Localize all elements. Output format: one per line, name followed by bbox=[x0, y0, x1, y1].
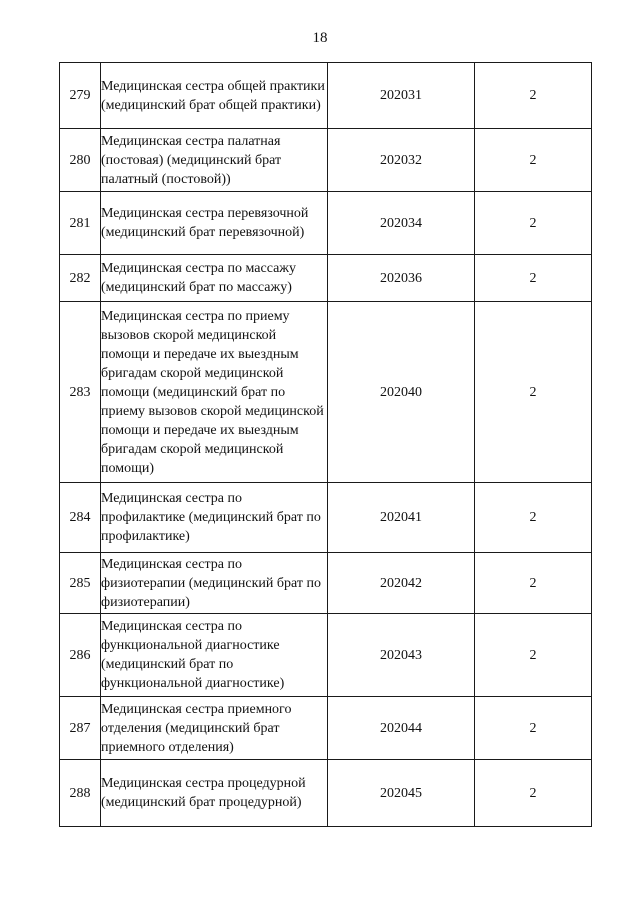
position-code: 202041 bbox=[328, 483, 475, 553]
row-number: 285 bbox=[60, 553, 101, 614]
position-name: Медицинская сестра процедурной (медицинский брат процедурной) bbox=[101, 760, 328, 827]
position-name: Медицинская сестра палатная (постовая) (медицинский брат палатный (постовой)) bbox=[101, 129, 328, 192]
page-number: 18 bbox=[312, 30, 328, 46]
row-number: 283 bbox=[60, 302, 101, 483]
position-code: 202043 bbox=[328, 614, 475, 697]
position-name: Медицинская сестра по физиотерапии (медицинский брат по физиотерапии) bbox=[101, 553, 328, 614]
position-code: 202032 bbox=[328, 129, 475, 192]
table-row bbox=[60, 192, 592, 255]
position-name: Медицинская сестра перевязочной (медицинский брат перевязочной) bbox=[101, 192, 328, 255]
position-count: 2 bbox=[475, 63, 592, 129]
row-number: 279 bbox=[60, 63, 101, 129]
position-code: 202036 bbox=[328, 255, 475, 302]
table-row bbox=[60, 483, 592, 553]
position-code: 202044 bbox=[328, 697, 475, 760]
position-name: Медицинская сестра по приему вызовов скорой медицинской помощи и передаче их выездным бригадам скорой медицинской помощи (медицинский брат по приему вызовов скорой медицинской помощи и передаче их выездным бригадам скорой медицинской помощи) bbox=[101, 302, 328, 483]
row-number: 287 bbox=[60, 697, 101, 760]
position-count: 2 bbox=[475, 129, 592, 192]
table-row bbox=[60, 63, 592, 129]
row-number: 281 bbox=[60, 192, 101, 255]
position-count: 2 bbox=[475, 760, 592, 827]
position-code: 202034 bbox=[328, 192, 475, 255]
table-row bbox=[60, 697, 592, 760]
row-number: 286 bbox=[60, 614, 101, 697]
table-row bbox=[60, 553, 592, 614]
position-count: 2 bbox=[475, 255, 592, 302]
position-count: 2 bbox=[475, 192, 592, 255]
table-row bbox=[60, 255, 592, 302]
profession-table bbox=[59, 62, 592, 827]
row-number: 282 bbox=[60, 255, 101, 302]
position-count: 2 bbox=[475, 302, 592, 483]
position-name: Медицинская сестра по профилактике (медицинский брат по профилактике) bbox=[101, 483, 328, 553]
table-row bbox=[60, 302, 592, 483]
position-count: 2 bbox=[475, 614, 592, 697]
position-name: Медицинская сестра по функциональной диагностике (медицинский брат по функциональной диагностике) bbox=[101, 614, 328, 697]
position-count: 2 bbox=[475, 553, 592, 614]
position-code: 202031 bbox=[328, 63, 475, 129]
position-name: Медицинская сестра по массажу (медицинский брат по массажу) bbox=[101, 255, 328, 302]
table-row bbox=[60, 760, 592, 827]
position-code: 202040 bbox=[328, 302, 475, 483]
position-count: 2 bbox=[475, 483, 592, 553]
row-number: 280 bbox=[60, 129, 101, 192]
table-row bbox=[60, 129, 592, 192]
table-row bbox=[60, 614, 592, 697]
position-count: 2 bbox=[475, 697, 592, 760]
position-name: Медицинская сестра приемного отделения (медицинский брат приемного отделения) bbox=[101, 697, 328, 760]
row-number: 284 bbox=[60, 483, 101, 553]
position-code: 202042 bbox=[328, 553, 475, 614]
position-code: 202045 bbox=[328, 760, 475, 827]
position-name: Медицинская сестра общей практики (медицинский брат общей практики) bbox=[101, 63, 328, 129]
row-number: 288 bbox=[60, 760, 101, 827]
